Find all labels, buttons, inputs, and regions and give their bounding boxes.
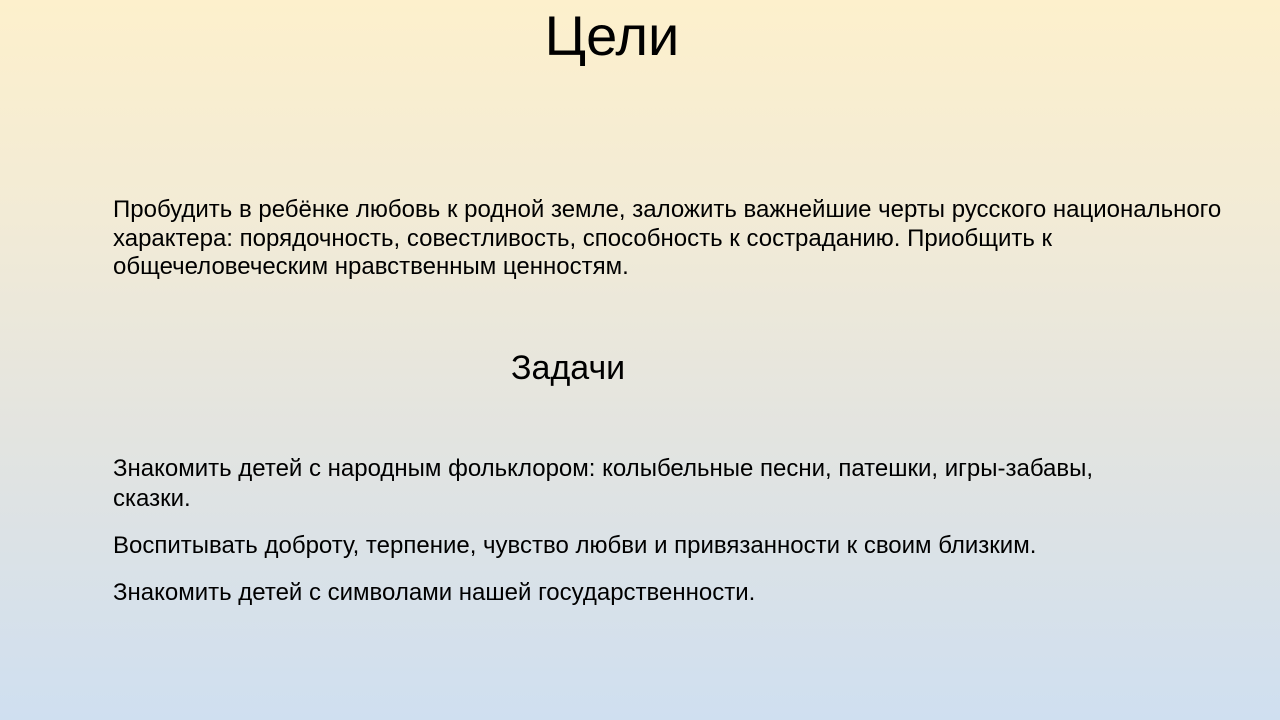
tasks-list <box>113 454 1123 625</box>
tasks-heading: Задачи <box>511 349 626 387</box>
slide-title: Цели <box>544 4 680 67</box>
task-item: Знакомить детей с народным фольклором: колыбельные песни, патешки, игры-забавы, сказки. <box>113 455 1094 512</box>
task-item: Воспитывать доброту, терпение, чувство любви и привязанности к своим близким. <box>113 532 1037 559</box>
goals-paragraph: Пробудить в ребёнке любовь к родной земле, заложить важнейшие черты русского национального характера: порядочность, совестливость, способность к состраданию. Приобщить к общечеловеческим нравственным ценностям. <box>113 196 1222 280</box>
task-item: Знакомить детей с символами нашей государственности. <box>113 579 756 606</box>
